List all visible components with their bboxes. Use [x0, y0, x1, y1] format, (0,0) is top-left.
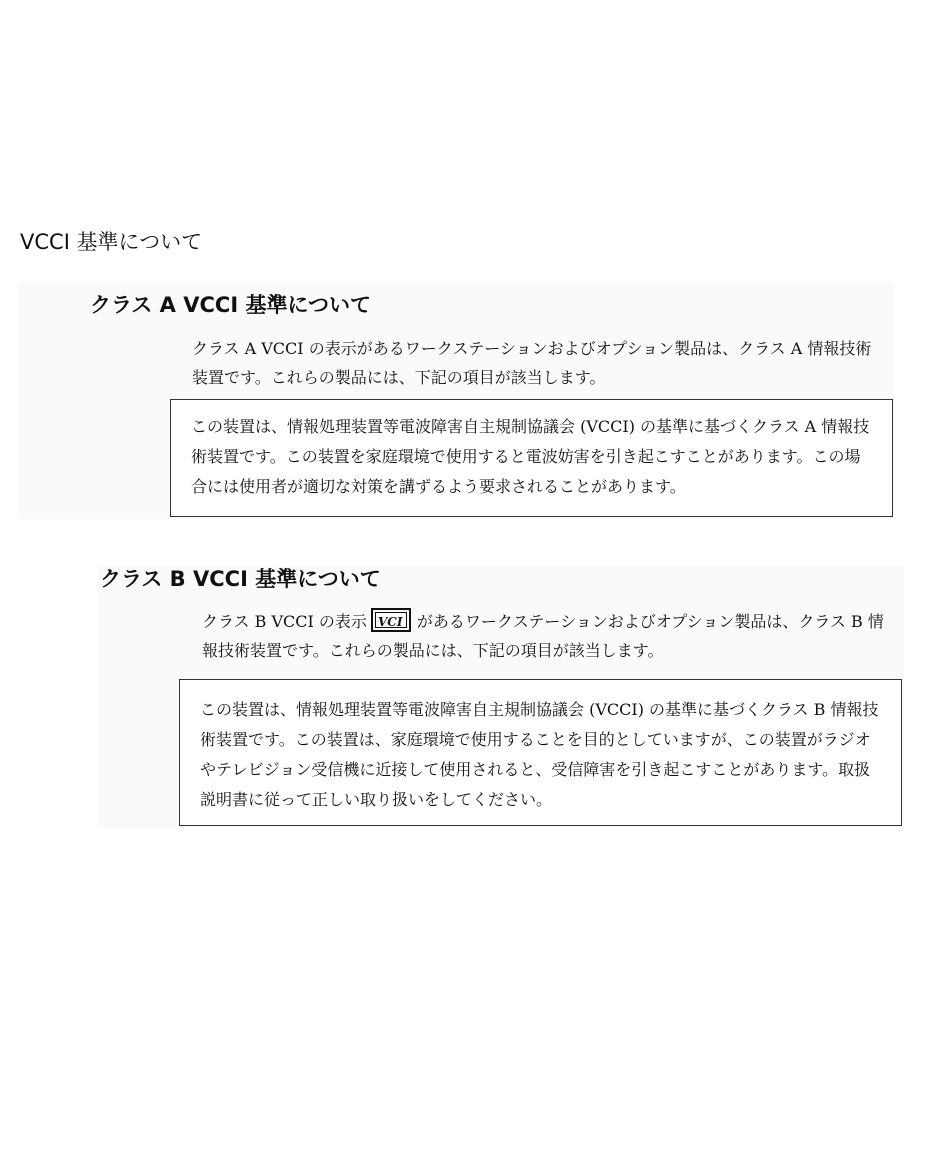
class-b-intro-rest: があるワークステーションおよびオプション製品は、クラス B 情報技術装置です。これらの製品には、下記の項目が該当します。	[202, 612, 884, 660]
class-a-intro: クラス A VCCI の表示があるワークステーションおよびオプション製品は、クラス A 情報技術装置です。これらの製品には、下記の項目が該当します。	[192, 339, 872, 387]
svg-text:VCI: VCI	[377, 615, 403, 629]
class-b-heading: クラス B VCCI 基準について	[100, 567, 381, 591]
class-b-intro	[202, 607, 892, 665]
class-a-notice-box	[170, 399, 893, 517]
vcci-logo-icon	[371, 608, 411, 632]
page-title: VCCI 基準について	[20, 230, 203, 254]
class-a-notice-text: この装置は、情報処理装置等電波障害自主規制協議会 (VCCI) の基準に基づくクラス A 情報技術装置です。この装置を家庭環境で使用すると電波妨害を引き起こすことがあります。この場合には使用者が適切な対策を講ずるよう要求されることがあります。	[191, 417, 870, 496]
class-b-intro-lead: クラス B VCCI の表示	[202, 612, 367, 631]
class-b-notice-box	[179, 679, 902, 826]
class-a-heading: クラス A VCCI 基準について	[90, 293, 372, 317]
class-b-notice-text: この装置は、情報処理装置等電波障害自主規制協議会 (VCCI) の基準に基づくクラス B 情報技術装置です。この装置は、家庭環境で使用することを目的としていますが、この装置がラジオやテレビジョン受信機に近接して使用されると、受信障害を引き起こすことがあります。取扱説明書に従って正しい取り扱いをしてください。	[200, 700, 879, 809]
